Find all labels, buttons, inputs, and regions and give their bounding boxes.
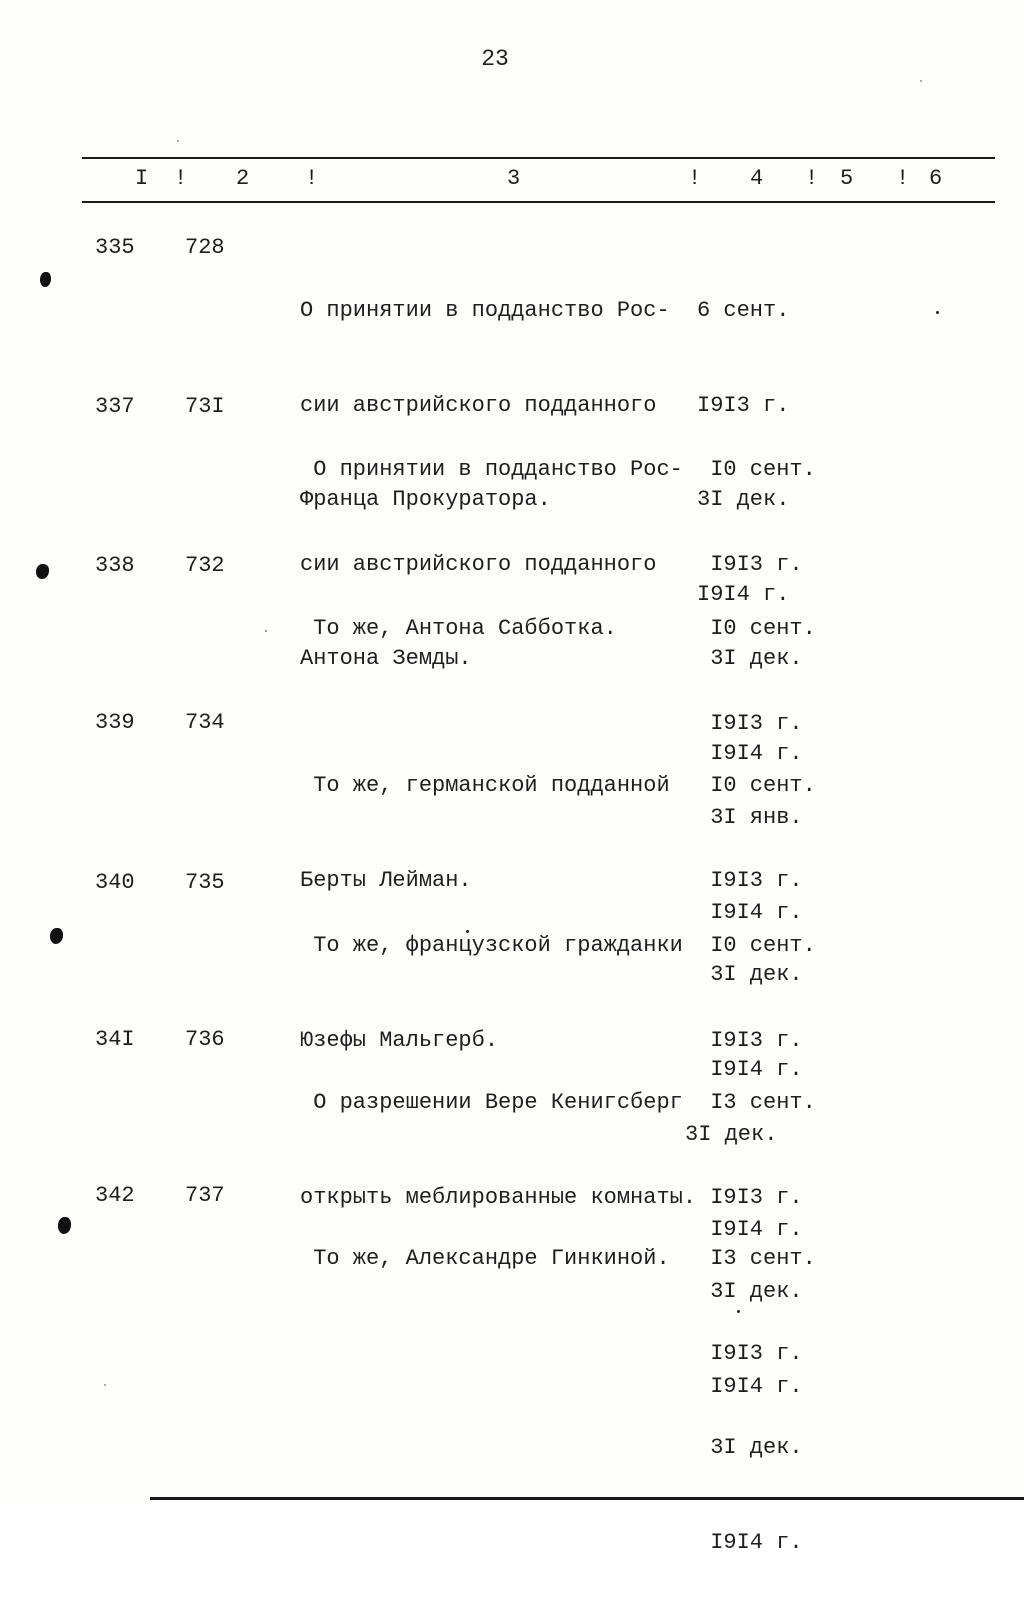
date-line: I9I3 г.	[697, 1184, 803, 1210]
title-line: сии австрийского подданного	[300, 392, 657, 418]
header-col-4: 4	[750, 166, 764, 191]
date-line: I0 сент.	[697, 616, 816, 641]
date-line: 3I дек.	[697, 487, 790, 512]
date-line: I9I4 г.	[697, 1373, 803, 1399]
table-row	[0, 1180, 1024, 1555]
title-line: О принятии в подданство Рос-	[300, 298, 670, 323]
date-line: I9I3 г.	[697, 551, 803, 577]
date-line: I9I4 г.	[697, 1216, 803, 1242]
date-line: 6 сент.	[697, 298, 790, 323]
date-line: I9I4 г.	[697, 1529, 803, 1555]
item-number: 73I	[185, 394, 225, 419]
title-line: О разрешении Вере Кенигсберг	[300, 1090, 683, 1115]
row-number: 342	[95, 1183, 135, 1208]
header-col-6: 6	[929, 166, 943, 191]
date-line: 3I дек.	[697, 646, 803, 671]
row-number: 335	[95, 235, 135, 260]
date-line: I9I3 г.	[697, 710, 803, 736]
date-line: I9I3 г.	[697, 1027, 803, 1053]
header-separator: !	[805, 166, 819, 191]
header-col-5: 5	[840, 166, 854, 191]
paper-speck	[920, 80, 922, 82]
date-line: I0 сент.	[697, 933, 816, 958]
title-line: То же, Александре Гинкиной.	[300, 1246, 670, 1271]
title-line: открыть меблированные комнаты.	[300, 1184, 697, 1210]
paper-speck	[104, 1384, 106, 1386]
date-line: 3I дек.	[697, 962, 803, 987]
date-line: I0 сент.	[697, 773, 816, 798]
page-number: 23	[481, 46, 509, 72]
row-number: 340	[95, 870, 135, 895]
date-line: 3I дек.	[685, 1122, 778, 1147]
paper-speck	[737, 1310, 740, 1313]
row-number: 34I	[95, 1027, 135, 1052]
page-bottom-edge	[150, 1497, 1024, 1500]
row-title	[300, 1180, 697, 1338]
row-number: 337	[95, 394, 135, 419]
header-separator: !	[174, 166, 188, 191]
paper-speck	[177, 140, 179, 142]
date-line: I3 сент.	[697, 1090, 816, 1115]
title-line: Берты Лейман.	[300, 867, 472, 893]
header-col-1: I	[135, 166, 149, 191]
item-number: 732	[185, 553, 225, 578]
date-line: I9I3 г.	[697, 1340, 803, 1366]
date-line: I3 сент.	[697, 1246, 816, 1271]
item-number: 728	[185, 235, 225, 260]
date-line: 3I дек.	[697, 1279, 803, 1304]
row-dates	[697, 1180, 827, 1621]
date-line: 3I дек.	[697, 1435, 803, 1460]
item-number: 737	[185, 1183, 225, 1208]
date-line: I9I4 г.	[697, 581, 790, 607]
date-line: I9I4 г.	[697, 899, 803, 925]
header-separator: !	[305, 166, 319, 191]
row-number: 339	[95, 710, 135, 735]
title-line: Юзефы Мальгерб.	[300, 1027, 499, 1053]
table-top-rule	[82, 157, 995, 159]
title-line: Антона Земды.	[300, 646, 472, 671]
title-line: сии австрийского подданного	[300, 551, 657, 577]
date-line: 3I янв.	[697, 805, 803, 830]
title-line: То же, германской подданной	[300, 773, 670, 798]
date-line: I9I4 г.	[697, 1056, 803, 1082]
title-line: Франца Прокуратора.	[300, 487, 551, 512]
header-separator: !	[688, 166, 702, 191]
header-separator: !	[896, 166, 910, 191]
paper-speck	[265, 630, 267, 632]
item-number: 736	[185, 1027, 225, 1052]
item-number: 735	[185, 870, 225, 895]
date-line: I9I3 г.	[697, 392, 790, 418]
paper-speck	[936, 311, 939, 314]
header-col-2: 2	[236, 166, 250, 191]
row-number: 338	[95, 553, 135, 578]
header-col-3: 3	[507, 166, 521, 191]
date-line: I9I3 г.	[697, 867, 803, 893]
paper-speck	[466, 930, 469, 933]
title-line: То же, Антона Сабботка.	[300, 616, 617, 641]
row-title	[300, 550, 690, 708]
table-header-rule	[82, 201, 995, 203]
item-number: 734	[185, 710, 225, 735]
title-line: О принятии в подданство Рос-	[300, 457, 683, 482]
date-line: I9I4 г.	[697, 740, 803, 766]
title-line: То же, французской гражданки	[300, 933, 683, 958]
date-line: I0 сент.	[697, 457, 816, 482]
